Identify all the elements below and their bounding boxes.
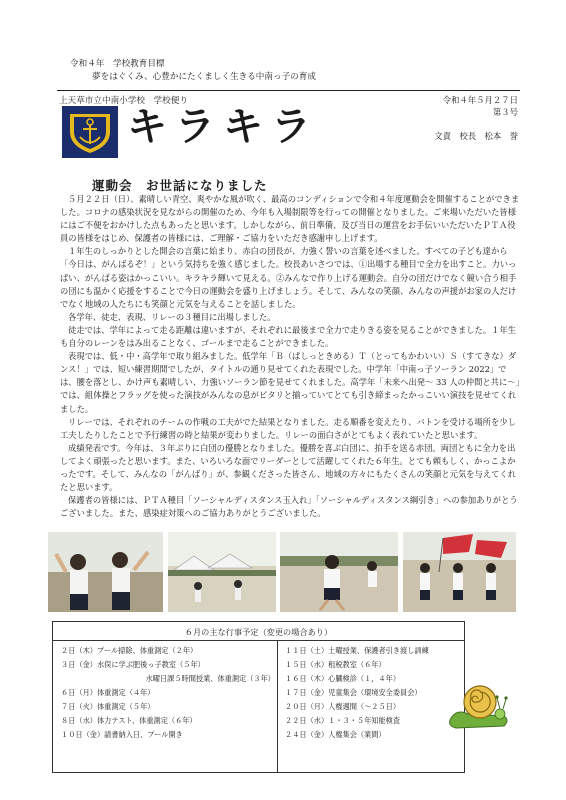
schedule-item: １７日（金）児童集会（環境安全委員会）: [285, 688, 422, 697]
photo-cheering-students: [48, 532, 163, 612]
article-body: [60, 193, 520, 520]
june-schedule: [52, 621, 465, 773]
article-title: 運動会 お世話になりました: [92, 178, 268, 193]
article-paragraph: 表現では、低・中・高学年で取り組みました。低学年「Ｂ（ぱしっときめる）Ｔ（とってもかわいい）Ｓ（すてきな）ダンス！」では、短い練習期間でしたが、タイトルの通り見せてくれた表現でした。中学年「中南っ子ソーラン 2022」では、腰を落とし、かけ声も素晴しい、力強いソーラン節を見せてくれました。高学年「未来へ出発～ 33 人の仲間と共に～」では、組体操とフラッグを使った演技がみんなの息がピタリと揃っていてとても引き締まったかっこいい演技を見せてくれました。: [60, 351, 520, 414]
school-name: 上天草市立中南小学校 学校便り: [59, 96, 188, 106]
issue-date: 令和４年５月２７日: [442, 95, 518, 105]
photo-flag-performance: [403, 532, 516, 612]
schedule-item: ２日（木）プール掃除、体重測定（２年）: [61, 646, 198, 655]
photo-running-race: [280, 532, 398, 612]
photo-tents-field: [168, 532, 276, 612]
schedule-item: １１日（土）土曜授業、保護者引き渡し訓練: [285, 646, 429, 655]
school-emblem-icon: [62, 106, 118, 158]
article-paragraph: ５月２２日（日）、素晴しい青空、爽やかな風が吹く、最高のコンディションで令和４年度運動会を開催することができました。コロナの感染状況を見ながらの開催のため、今年も入場制限等を行っての開催となりました。ご来場いただいた皆様にはご不便をおかけした点もあったと思います。しかしながら、前日準備、及び当日の運営をお手伝いいただいたＰＴＡ役員の皆様をはじめ、保護者の皆様には、ご理解・ご協力をいただき感謝申し上げます。: [60, 194, 520, 244]
schedule-item: ２０日（月）人権週間（～２５日）: [285, 702, 401, 711]
schedule-title: ６月の主な行事予定（変更の場合あり）: [184, 627, 333, 637]
article-paragraph: 保護者の皆様には、ＰＴＡ種目「ソーシャルディスタンス玉入れ」「ソーシャルディスタンス綱引き」への参加ありがとうございました。また、感染症対策へのご協力ありがとうございました。: [60, 495, 518, 519]
goals-text: 夢をはぐくみ、心豊かにたくましく生きる中南っ子の育成: [92, 72, 316, 82]
schedule-item: ３日（金）水俣に学ぶ肥後っ子教室（５年）: [61, 660, 205, 669]
article-paragraph: 徒走では、学年によって走る距離は違いますが、それぞれに最後まで全力で走りきる姿を見ることができました。１年生も自分のレーンをはみ出ることなく、ゴールまで走ることができました。: [60, 324, 517, 349]
school-goals: [70, 58, 316, 84]
schedule-item: １６日（木）心臓検診（１，４年）: [285, 674, 401, 683]
issue-meta: [434, 94, 518, 142]
article-paragraph: リレーでは、それぞれのチームの作戦の工夫がでた結果となりました。走る順番を変えたり、バトンを受ける場所を少し工夫したりしたことで予行練習の時と結果が変わりました。リレーの面白さがとてもよく表れていたと思います。: [60, 416, 516, 440]
schedule-item: １５日（水）租税教室（６年）: [285, 660, 386, 669]
masthead: [57, 90, 520, 162]
issue-author: 文責 校長 松本 誉: [434, 131, 518, 141]
schedule-item: ６日（月）体重測定（４年）: [61, 688, 155, 697]
schedule-item: ８日（水）体力テスト、体重測定（６年）: [61, 716, 197, 725]
schedule-right-column: [285, 644, 461, 742]
schedule-column-divider: [277, 640, 278, 773]
photo-strip: [48, 532, 516, 612]
schedule-left-column: [61, 644, 275, 742]
article-paragraph: １年生のしっかりとした開会の言葉に始まり、赤白の団長が、力強く誓いの言葉を述べました。すべての子ども達から「今日は、がんばるぞ！」という気持ちを強く感じました。校長あいさつでは、①出場する種目で全力を出すこと。力いっぱい、がんばる姿はかっこいい。キラキラ輝いて見える。②みんなで作り上げる運動会。自分の団だけでなく競い合う相手の団にも温かく応援をすることで今日の運動会を盛り上げましょう。そして、みんなの笑顔、みんなの声援がお家の人だけでなく地域の人たちにも笑顔と元気を与えることを話しました。: [60, 246, 517, 309]
schedule-item: １０日（金）請書納入日、プール開き: [61, 730, 183, 739]
newsletter-title: キラキラ: [127, 104, 319, 150]
article-paragraph: 成績発表です。今年は、３年ぶりに白団の優勝となりました。優勝を喜ぶ白団に、拍手を送る赤団。両団ともに全力を出してよく頑張ったと思います。また、いろいろな面でリーダーとして活躍してくれた６年生。とても頼もしく、かっこよかったです。そして、みんなの「がんばり」が、参観くださった皆さん、地域の方々にもたくさんの笑顔と元気を与えてくれたと思います。: [60, 442, 517, 493]
issue-number: 第３号: [492, 107, 518, 117]
schedule-item: ７日（火）体重測定（５年）: [61, 702, 155, 711]
schedule-item: ２２日（水）１・３・５年知能検査: [285, 716, 401, 725]
schedule-item: ２４日（金）人権集会（業間）: [285, 730, 386, 739]
snail-icon: [446, 668, 512, 736]
goals-heading: 令和４年 学校教育目標: [70, 59, 165, 69]
article-paragraph: 各学年、徒走、表現、リレーの３種目に出場しました。: [68, 311, 276, 322]
schedule-item: 水曜日課５時間授業、体重測定（３年）: [145, 674, 275, 683]
schedule-divider: [53, 640, 464, 641]
